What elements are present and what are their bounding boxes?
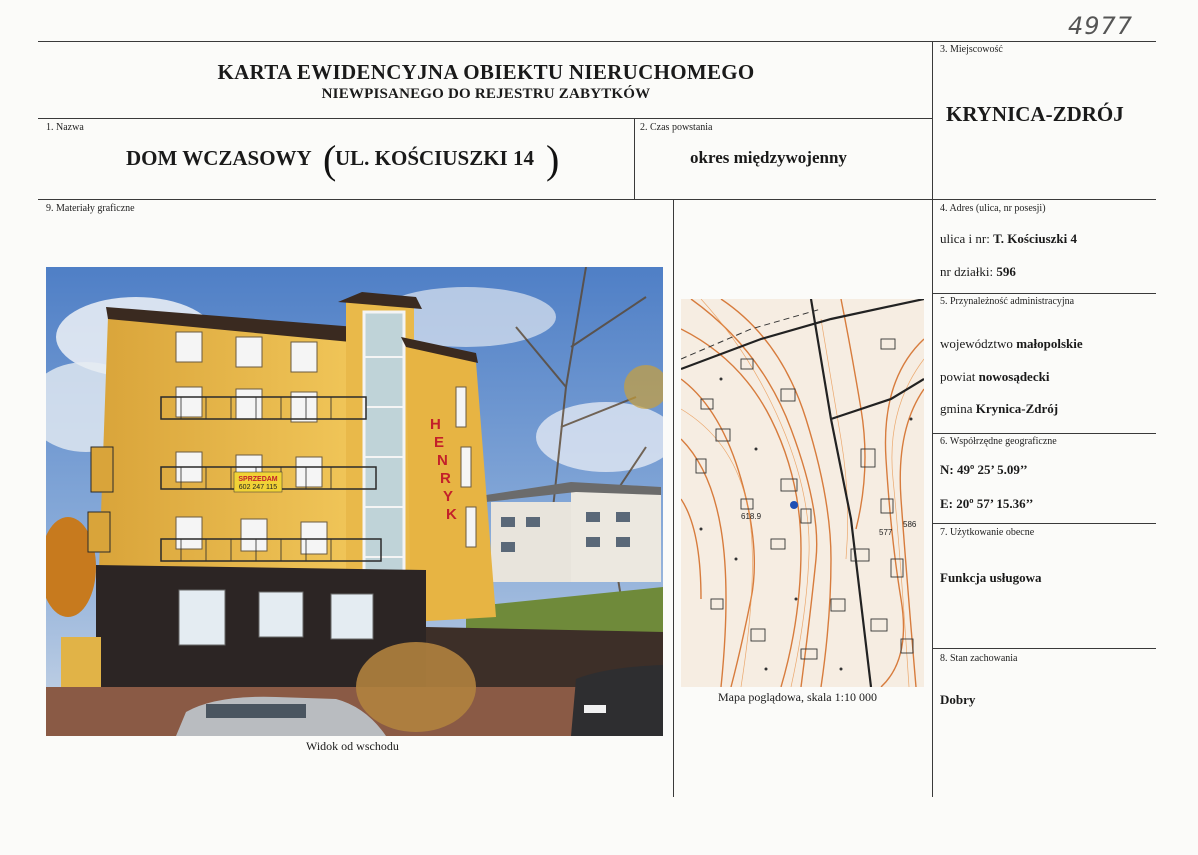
wspolrzedne-label: 6. Współrzędne geograficzne: [940, 436, 1057, 447]
plot-prefix: nr działki:: [940, 264, 994, 279]
stan-label: 8. Stan zachowania: [940, 653, 1018, 664]
sign-letter-y: Y: [443, 488, 454, 505]
gmina-prefix: gmina: [940, 401, 973, 416]
overview-map-svg: [681, 299, 924, 687]
coord-e: E: 20º 57’ 15.36’’: [940, 496, 1034, 511]
sign-letter-h: H: [430, 416, 441, 433]
map-caption: Mapa poglądowa, skala 1:10 000: [718, 690, 877, 704]
gmina: [940, 401, 1058, 417]
nazwa-label: 1. Nazwa: [46, 122, 84, 133]
wojewodztwo: [940, 336, 1083, 352]
uzytkowanie-value: Funkcja usługowa: [940, 570, 1042, 585]
uzytkowanie-divider: [932, 648, 1156, 649]
adres-street: [940, 231, 1077, 247]
adres-plot: [940, 264, 1016, 280]
sign-letter-n: N: [437, 452, 448, 469]
powiat: [940, 369, 1049, 385]
miejscowosc-value: KRYNICA-ZDRÓJ: [946, 102, 1124, 126]
adres-divider: [932, 293, 1156, 294]
handwritten-number: 4977: [1068, 12, 1134, 40]
top-border: [38, 41, 1156, 42]
banner-phone: 602 247 115: [238, 484, 278, 491]
row2-divider: [38, 199, 1156, 200]
czas-value: okres międzywojenny: [690, 148, 847, 167]
card-subtitle: NIEWPISANEGO DO REJESTRU ZABYTKÓW: [321, 86, 651, 102]
street-value: T. Kościuszki 4: [993, 231, 1077, 246]
gmina-value: Krynica-Zdrój: [975, 401, 1059, 416]
nazwa-paren-value: UL. KOŚCIUSZKI 14: [335, 146, 534, 170]
card-title: KARTA EWIDENCYJNA OBIEKTU NIERUCHOMEGO: [217, 60, 755, 84]
sign-letter-r: R: [440, 470, 451, 487]
right-column-line: [932, 41, 933, 797]
miejscowosc-label: 3. Miejscowość: [940, 44, 1003, 55]
banner-text: SPRZEDAM: [238, 476, 278, 483]
sign-letter-e: E: [434, 434, 445, 451]
woj-value: małopolskie: [1016, 336, 1083, 351]
wspolrzedne-divider: [932, 523, 1156, 524]
przynaleznosc-label: 5. Przynależność administracyjna: [940, 296, 1075, 307]
nazwa-value: [126, 146, 312, 171]
stan-value: Dobry: [940, 692, 976, 707]
materialy-label: 9. Materiały graficzne: [46, 203, 135, 214]
czas-left-line: [634, 118, 635, 199]
adres-label: 4. Adres (ulica, nr posesji): [940, 203, 1046, 214]
sign-letter-k: K: [446, 506, 457, 523]
photo-caption: Widok od wschodu: [306, 739, 399, 753]
paren-open: (: [323, 137, 337, 182]
plot-value: 596: [996, 264, 1016, 279]
map-column-line: [673, 199, 674, 797]
powiat-prefix: powiat: [940, 369, 976, 384]
row1-divider: [38, 118, 932, 119]
woj-prefix: województwo: [940, 336, 1013, 351]
street-prefix: ulica i nr:: [940, 231, 990, 246]
nazwa-main: DOM WCZASOWY: [126, 146, 312, 170]
overview-map: [681, 299, 924, 687]
paren-close: ): [546, 137, 560, 182]
map-height-2: 586: [903, 520, 917, 529]
coord-n: N: 49º 25’ 5.09’’: [940, 462, 1028, 477]
czas-label: 2. Czas powstania: [640, 122, 713, 133]
uzytkowanie-label: 7. Użytkowanie obecne: [940, 527, 1035, 538]
przynaleznosc-divider: [932, 433, 1156, 434]
map-height-3: 577: [879, 528, 893, 537]
building-photo: [46, 267, 663, 736]
powiat-value: nowosądecki: [978, 369, 1050, 384]
building-photo-svg: [46, 267, 663, 736]
map-height-1: 618.9: [741, 512, 762, 521]
